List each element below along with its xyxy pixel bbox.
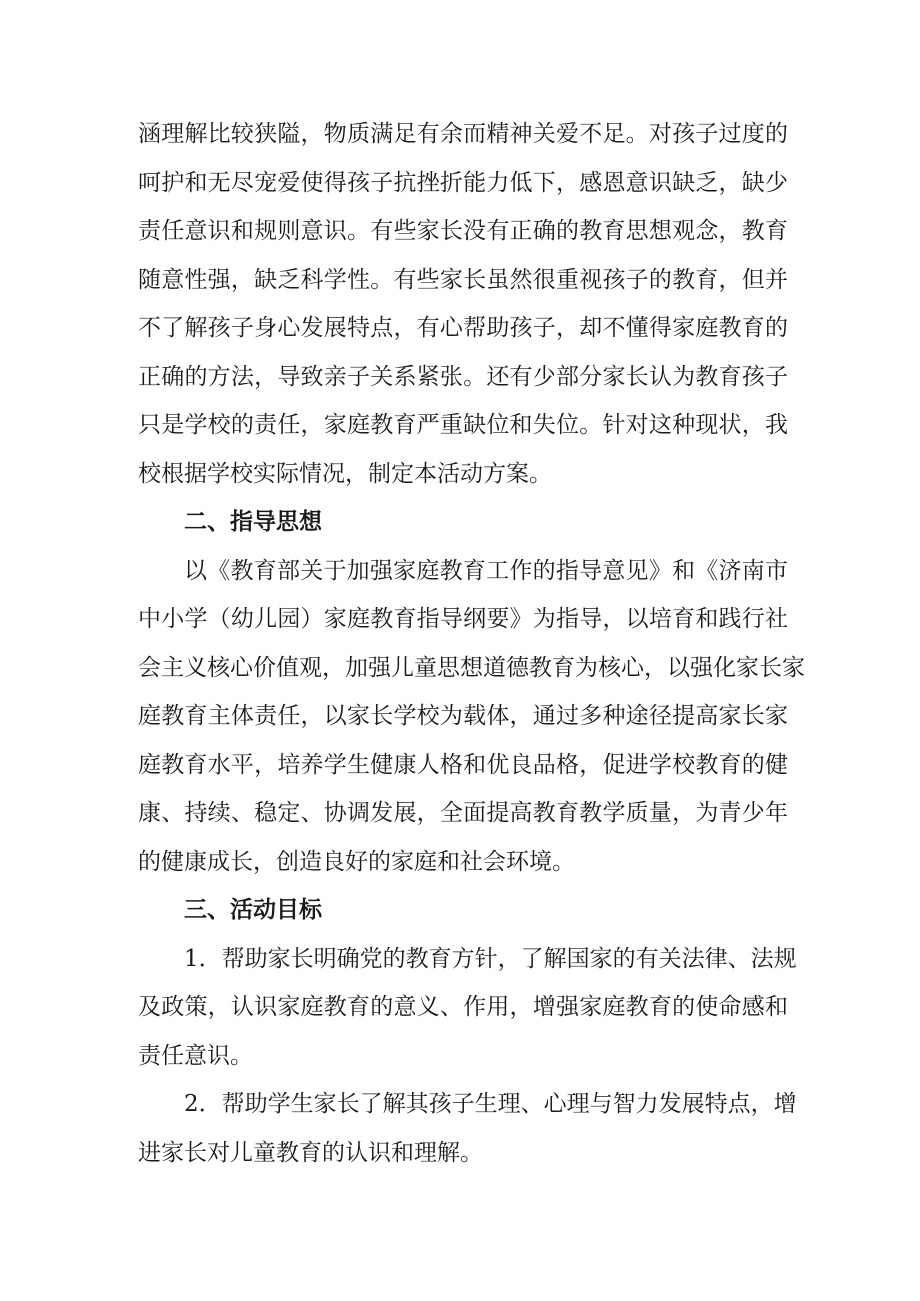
document-page	[138, 110, 805, 1177]
list-item-line: 进家长对儿童教育的认识和理解。	[138, 1139, 483, 1166]
paragraph-line: 不了解孩子身心发展特点，有心帮助孩子，却不懂得家庭教育的	[138, 315, 788, 341]
paragraph-line: 康、持续、稳定、协调发展，全面提高教育教学质量，为青少年	[138, 800, 788, 826]
paragraph-line: 以《教育部关于加强家庭教育工作的指导意见》和《济南市	[184, 557, 788, 584]
paragraph-line: 只是学校的责任，家庭教育严重缺位和失位。针对这种现状，我	[138, 412, 788, 438]
paragraph-line: 会主义核心价值观，加强儿童思想道德教育为核心，以强化家长家	[138, 654, 805, 681]
paragraph-line: 正确的方法，导致亲子关系紧张。还有少部分家长认为教育孩子	[138, 363, 788, 390]
paragraph-line: 庭教育水平，培养学生健康人格和优良品格，促进学校教育的健	[138, 751, 788, 778]
paragraph-line: 责任意识和规则意识。有些家长没有正确的教育思想观念，教育	[138, 218, 788, 244]
paragraph-line: 校根据学校实际情况，制定本活动方案。	[138, 460, 552, 487]
paragraph-line: 中小学（幼儿园）家庭教育指导纲要》为指导，以培育和践行社	[138, 606, 788, 632]
paragraph-line: 涵理解比较狭隘，物质满足有余而精神关爱不足。对孩子过度的	[138, 121, 788, 147]
list-item-line: 责任意识。	[138, 1042, 253, 1069]
list-item-line: 及政策，认识家庭教育的意义、作用，增强家庭教育的使命感和	[138, 994, 788, 1020]
paragraph-line: 呵护和无尽宠爱使得孩子抗挫折能力低下，感恩意识缺乏，缺少	[138, 169, 788, 196]
list-item-line: 2．帮助学生家长了解其孩子生理、心理与智力发展特点，增	[184, 1091, 797, 1117]
list-item-line: 1．帮助家长明确党的教育方针，了解国家的有关法律、法规	[184, 945, 797, 972]
section-heading-guiding-thought: 二、指导思想	[184, 509, 322, 535]
section-heading-activity-goals: 三、活动目标	[184, 897, 322, 923]
paragraph-line: 的健康成长，创造良好的家庭和社会环境。	[138, 848, 575, 875]
paragraph-line: 庭教育主体责任，以家长学校为载体，通过多种途径提高家长家	[138, 703, 788, 729]
paragraph-line: 随意性强，缺乏科学性。有些家长虽然很重视孩子的教育，但并	[138, 266, 788, 293]
